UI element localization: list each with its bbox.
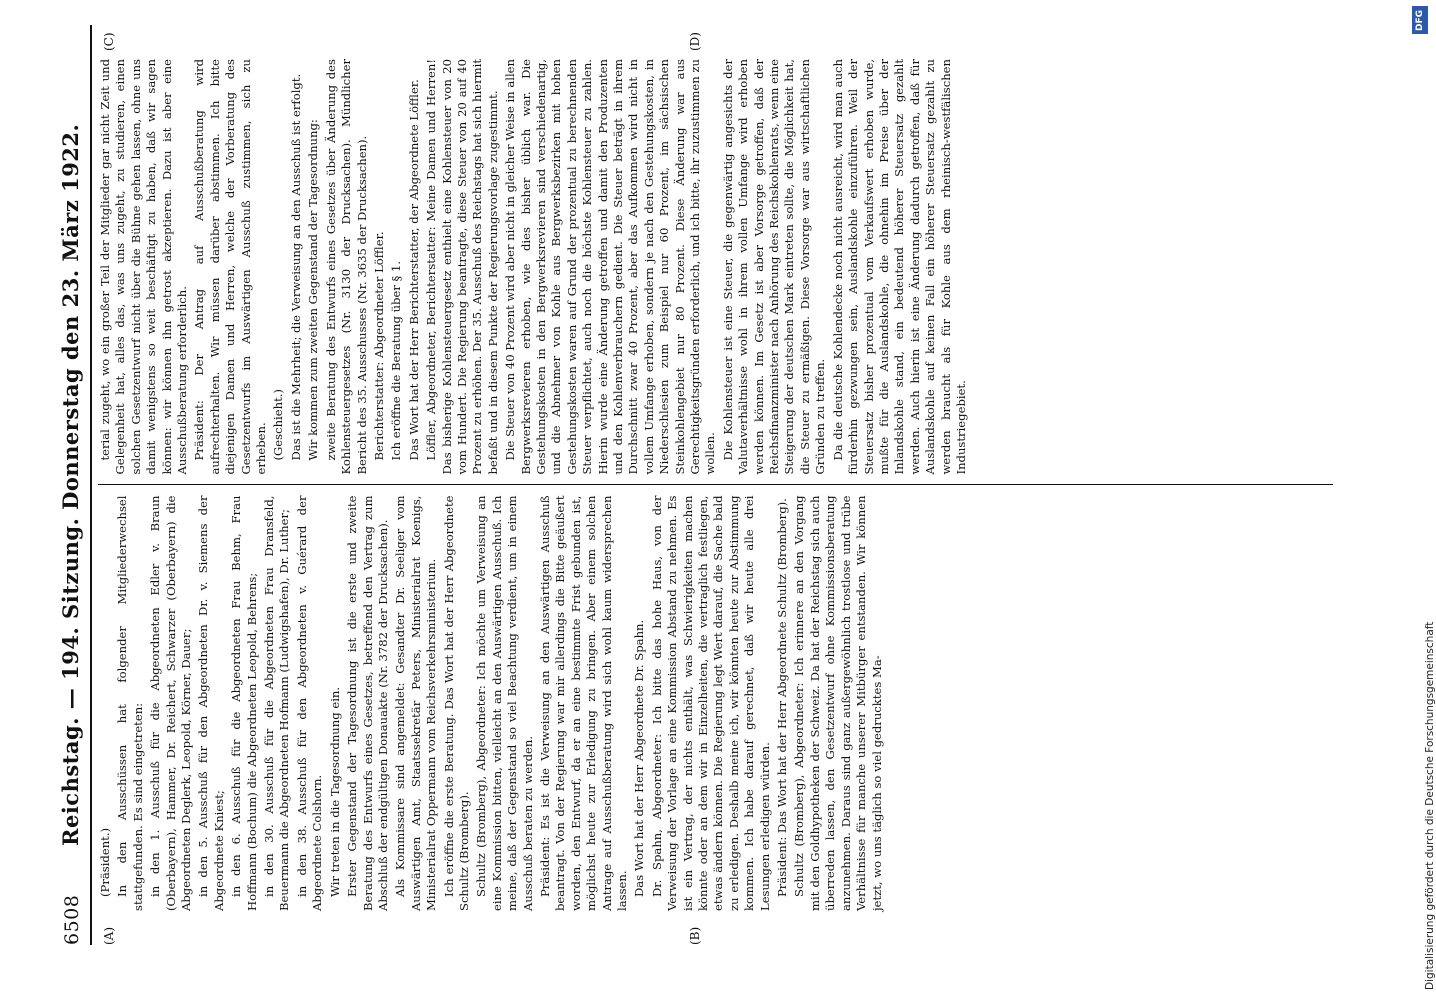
right-paragraph: terial zugeht, wo ein großer Teil der Mitglieder gar nicht Zeit und Gelegenheit hat, alles das, was uns zugeht, zu studieren, einen solchen Gesetzentwurf nicht über die Bühne gehen lassen, ohne uns damit wenigstens so weit beschäftigt zu haben, daß wir sagen können: wir können ihn getrost akzeptieren. Dazu ist aber eine Ausschußberatung erforderlich. — [98, 59, 190, 475]
margin-mark-d: (D) — [688, 32, 702, 51]
left-paragraph: in den 6. Ausschuß für die Abgeordneten Frau Behm, Frau Hoffmann (Bochum) die Abgeordneten Leopold, Behrens; — [229, 495, 259, 911]
right-paragraph: Da die deutsche Kohlendecke noch nicht ausreicht, wird man auch fürderhin gezwungen sein, Auslandskohle einzuführen. Weil der Steuersatz bisher prozentual vom Verkaufswert erhoben wurde, mußte für die Auslandskohle, die ohnehin im Preise über der Inlandskohle stand, ein bedeutend höherer Steuersatz gezahlt werden. Auch hierin ist eine Änderung dadurch getroffen, daß für Auslandskohle auf keinen Fall ein höherer Steuersatz gezahlt zu werden braucht als für Kohle aus dem rheinisch-westfälischen Industriegebiet. — [830, 59, 968, 475]
page-header — [58, 25, 88, 945]
right-paragraph: Präsident: Der Antrag auf Ausschußberatung wird aufrechterhalten. Wir müssen darüber abstimmen. Ich bitte diejenigen Damen und Herren, welche der Vorberatung des Gesetzentwurfs im Auswärtigen Ausschuß zustimmen, sich zu erheben. — [192, 59, 269, 475]
right-paragraph: Wir kommen zum zweiten Gegenstand der Tagesordnung: — [306, 119, 321, 461]
left-paragraph: Schultz (Bromberg), Abgeordneter: Ich erinnere an den Vorgang mit den Goldhypotheken der Schweiz. Da hat der Reichstag sich auch überreden lassen, den Gesetzentwurf ohne Kommissionsberatung anzunehmen. Daraus sind ganz außergewöhnlich trostlose und trübe Verhältnisse für manche unserer Mitbürger entstanden. Wir können jetzt, wo uns täglich so viel gedrucktes Ma- — [792, 495, 884, 911]
left-paragraph: Präsident: Es ist die Verweisung an den Auswärtigen Ausschuß beantragt. Von der Regierung war mir allerdings die Bitte geäußert worden, den Entwurf, da er an eine bestimmte Frist gebunden ist, möglichst heute zur Erledigung zu bringen. Aber einem solchen Antrage auf Ausschußberatung wird sich wohl kaum widersprechen lassen. — [537, 495, 629, 911]
left-paragraph: Erster Gegenstand der Tagesordnung ist die erste und zweite Beratung des Entwurfs eines Gesetzes, betreffend den Vertrag zum Abschluß der endgültigen Donauakte (Nr. 3782 der Drucksachen). — [345, 495, 390, 911]
right-paragraph: Ich eröffne die Beratung über § 1. — [389, 260, 404, 461]
right-paragraph: Das ist die Mehrheit; die Verweisung an den Ausschuß ist erfolgt. — [288, 73, 303, 461]
credit-text: Digitalisierung gefördert durch die Deutsche Forschungsgemeinschaft — [1424, 621, 1436, 990]
left-column — [98, 488, 1333, 920]
left-paragraph: In den Ausschüssen hat folgender Mitgliederwechsel stattgefunden. Es sind eingetreten: — [115, 495, 145, 911]
left-paragraph: Präsident: Das Wort hat der Herr Abgeordnete Schultz (Bromberg). — [775, 498, 790, 897]
left-paragraph: Das Wort hat der Herr Abgeordnete Dr. Spahn. — [632, 619, 647, 897]
margin-mark-b: (B) — [688, 926, 702, 945]
right-paragraph: Die Kohlensteuer ist eine Steuer, die gegenwärtig angesichts der Valutaverhältnisse wohl in ihrem vollen Umfange wird erhoben werden können. Im Gesetz ist aber Vorsorge getroffen, daß der Reichsfinanzminister nach Anhörung des Reichskohlenrats, wenn eine Steigerung der deutschen Mark eintreten sollte, die Möglichkeit hat, die Steuer zu ermäßigen. Diese Vorsorge war aus wirtschaftlichen Gründen zu treffen. — [720, 59, 828, 475]
margin-marks-right — [98, 25, 1333, 51]
right-paragraph: Die Steuer von 40 Prozent wird aber nicht in gleicher Weise in allen Bergwerksrevieren erhoben, wie dies bisher üblich war. Die Gestehungskosten in den Bergwerksrevieren sind verschiedenartig, und die Abnehmer von Kohle aus Bergwerksbezirken mit hohen Gestehungskosten waren auf Grund der prozentual zu berechnenden Steuer verpflichtet, auch noch die höchste Kohlensteuer zu zahlen. Hierin wurde eine Änderung getroffen und damit den Produzenten und den Kohlenverbrauchern gedient. Die Steuer beträgt in ihrem Durchschnitt zwar 40 Prozent, aber das Aufkommen wird nicht in vollem Umfange erhoben, sondern je nach den Gestehungskosten, in Niederschlesien zum Beispiel nur 60 Prozent, im sächsischen Steinkohlengebiet nur 80 Prozent. Diese Änderung war aus Gerechtigkeitsgründen erforderlich, und ich bitte, ihr zuzustimmen zu wollen. — [503, 59, 718, 475]
right-column — [98, 51, 1333, 483]
column-divider — [98, 485, 1333, 486]
dfg-logo: DFG — [1412, 6, 1428, 34]
left-paragraph: in den 1. Ausschuß für die Abgeordneten Edler v. Braun (Oberbayern), Hammer, Dr. Reichert, Schwarzer (Oberbayern) die Abgeordneten Deglerk, Leopold, Körner, Dauer; — [148, 495, 194, 911]
margin-mark-a: (A) — [102, 926, 116, 945]
left-paragraph: in den 5. Ausschuß für den Abgeordneten Dr. v. Siemens der Abgeordnete Kniest; — [196, 495, 226, 911]
right-paragraph: Das Wort hat der Herr Berichterstatter, der Abgeordnete Löffler. — [406, 79, 421, 461]
left-paragraph: in den 38. Ausschuß für den Abgeordneten v. Guérard der Abgeordnete Colshorn. — [294, 495, 325, 911]
left-paragraph: Schultz (Bromberg), Abgeordneter: Ich möchte um Verweisung an eine Kommission bitten, vielleicht an den Auswärtigen Ausschuß. Ich meine, daß der Gegenstand so viel Beachtung verdient, um in einem Ausschuß beraten zu werden. — [474, 495, 535, 911]
right-paragraph: Löffler, Abgeordneter, Berichterstatter: Meine Damen und Herren! Das bisherige Kohlensteuergesetz enthielt eine Kohlensteuer von 20 vom Hundert. Die Regierung beantragte, diese Steuer von 20 auf 40 Prozent zu erhöhen. Der 35. Ausschuß des Reichstags hat sich hiermit befaßt und in diesem Punkte der Regierungsvorlage zugestimmt. — [424, 59, 500, 475]
left-paragraph: (Präsident.) — [98, 827, 112, 897]
page-title: Reichstag. — 194. Sitzung. Donnerstag den 23. März 1922. — [58, 123, 83, 846]
header-rule — [90, 25, 92, 945]
right-paragraph: zweite Beratung des Entwurfs eines Gesetzes über Änderung des Kohlensteuergesetzes (Nr. 3130 der Drucksachen). Mündlicher Bericht des 35. Ausschusses (Nr. 3635 der Drucksachen). — [323, 59, 369, 475]
left-paragraph: in den 30. Ausschuß für die Abgeordneten Frau Dransfeld, Beuermann die Abgeordneten Hofmann (Ludwigshafen), Dr. Luther; — [262, 495, 292, 911]
digitization-credit — [1404, 0, 1436, 1000]
left-paragraph: Wir treten in die Tagesordnung ein. — [327, 686, 342, 897]
margin-marks-left — [98, 919, 1333, 945]
right-paragraph: (Geschieht.) — [271, 389, 286, 461]
left-paragraph: Dr. Spahn, Abgeordneter: Ich bitte das hohe Haus, von der Verweisung der Vorlage an eine Kommission Abstand zu nehmen. Es ist ein Vertrag, der nichts enthält, was Schwierigkeiten machen könnte oder an dem wir in Einzelheiten, die vertraglich festliegen, etwas ändern können. Die Regierung legt Wert darauf, die Sache bald zu erledigen. Deshalb meine ich, wir könnten heute zur Abstimmung kommen. Ich habe darauf gerechnet, daß wir heute alle drei Lesungen erledigen würden. — [649, 495, 772, 911]
left-paragraph: Ich eröffne die erste Beratung. Das Wort hat der Herr Abgeordnete Schultz (Bromberg). — [441, 495, 471, 911]
right-paragraph: Berichterstatter: Abgeordneter Löffler. — [371, 231, 386, 461]
left-paragraph: Als Kommissare sind angemeldet: Gesandter Dr. Seeliger vom Auswärtigen Amt, Staatssekretär Peters, Ministerialrat Koenigs, Ministerialrat Oppermann vom Reichsverkehrsministerium. — [393, 495, 439, 911]
document-page — [50, 15, 1370, 955]
margin-mark-c: (C) — [102, 32, 116, 51]
page-number: 6508 — [61, 894, 83, 945]
